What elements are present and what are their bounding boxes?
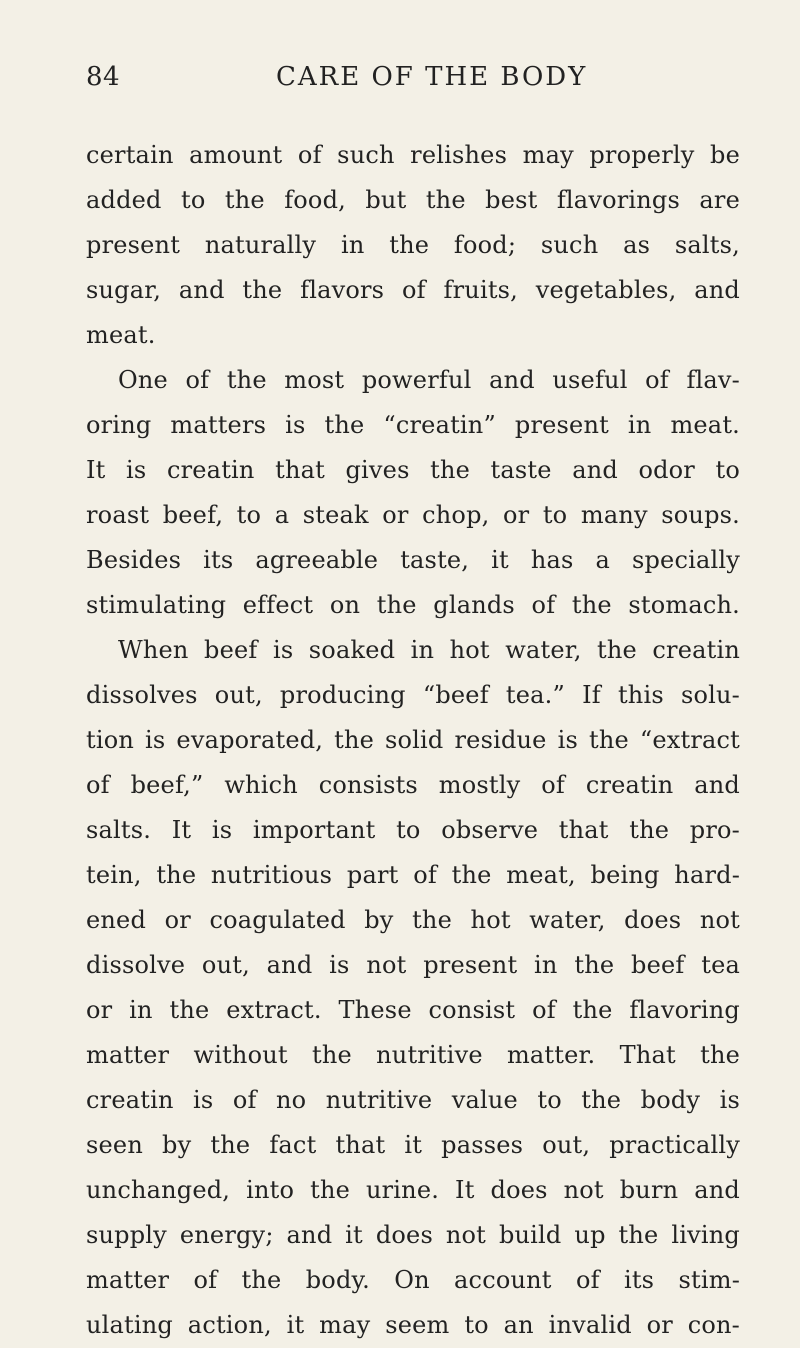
text-line: One of the most powerful and useful of flav- bbox=[118, 366, 740, 394]
text-line: seen by the fact that it passes out, practically bbox=[86, 1131, 740, 1159]
text-line: Besides its agreeable taste, it has a specially bbox=[86, 546, 740, 574]
text-line: certain amount of such relishes may properly be bbox=[86, 141, 740, 169]
body-text bbox=[86, 133, 740, 1348]
text-line: present naturally in the food; such as salts, bbox=[86, 231, 740, 259]
text-line: matter without the nutritive matter. That the bbox=[86, 1041, 740, 1069]
text-line: matter of the body. On account of its stim- bbox=[86, 1266, 740, 1294]
text-line: stimulating effect on the glands of the stomach. bbox=[86, 591, 740, 619]
text-line: unchanged, into the urine. It does not burn and bbox=[86, 1176, 740, 1204]
text-line: roast beef, to a steak or chop, or to many soups. bbox=[86, 501, 740, 529]
page-number: 84 bbox=[86, 62, 121, 92]
text-line: ulating action, it may seem to an invalid or con- bbox=[86, 1311, 740, 1339]
text-line: meat. bbox=[86, 321, 156, 349]
text-line: oring matters is the “creatin” present in meat. bbox=[86, 411, 740, 439]
text-line: or in the extract. These consist of the flavoring bbox=[86, 996, 740, 1024]
text-line: tion is evaporated, the solid residue is the “extract bbox=[86, 726, 740, 754]
text-line: dissolves out, producing “beef tea.” If this solu- bbox=[86, 681, 740, 709]
text-line: When beef is soaked in hot water, the creatin bbox=[118, 636, 740, 664]
running-head: CARE OF THE BODY bbox=[276, 62, 588, 92]
text-line: It is creatin that gives the taste and odor to bbox=[86, 456, 740, 484]
page-header bbox=[86, 62, 740, 102]
text-line: creatin is of no nutritive value to the body is bbox=[86, 1086, 740, 1114]
text-line: added to the food, but the best flavorings are bbox=[86, 186, 740, 214]
text-line: sugar, and the flavors of fruits, vegetables, and bbox=[86, 276, 740, 304]
text-line: dissolve out, and is not present in the beef tea bbox=[86, 951, 740, 979]
text-line: ened or coagulated by the hot water, does not bbox=[86, 906, 740, 934]
text-line: of beef,” which consists mostly of creatin and bbox=[86, 771, 740, 799]
text-line: supply energy; and it does not build up the living bbox=[86, 1221, 740, 1249]
text-line: tein, the nutritious part of the meat, being hard- bbox=[86, 861, 740, 889]
text-line: salts. It is important to observe that the pro- bbox=[86, 816, 740, 844]
